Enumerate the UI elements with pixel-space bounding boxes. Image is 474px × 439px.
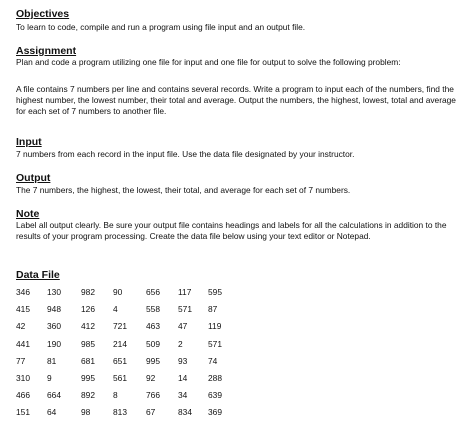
table-cell: 463: [146, 321, 160, 332]
table-cell: 995: [81, 372, 95, 383]
table-cell: 571: [178, 304, 192, 315]
table-row: [16, 321, 238, 338]
table-cell: 151: [16, 407, 30, 418]
table-cell: 74: [208, 355, 218, 366]
table-cell: 664: [47, 390, 61, 401]
assignment-heading: Assignment: [16, 45, 77, 57]
table-cell: 892: [81, 390, 95, 401]
input-text: 7 numbers from each record in the input file. Use the data file designated by your instructor.: [16, 149, 355, 159]
table-row: [16, 390, 238, 407]
table-row: [16, 287, 238, 304]
data-file-heading: Data File: [16, 269, 60, 281]
table-cell: 982: [81, 287, 95, 297]
table-cell: 721: [113, 321, 127, 332]
table-row: [16, 373, 238, 390]
table-cell: 77: [16, 355, 26, 366]
table-cell: 2: [178, 338, 183, 349]
table-cell: 64: [47, 407, 57, 418]
table-cell: 92: [146, 372, 156, 383]
assignment-text: Plan and code a program utilizing one file for input and one file for output to solve the following problem:: [16, 57, 401, 67]
table-cell: 995: [146, 355, 160, 366]
table-row: [16, 339, 238, 356]
table-cell: 834: [178, 407, 192, 418]
table-cell: 87: [208, 304, 218, 315]
output-heading: Output: [16, 172, 51, 184]
table-cell: 681: [81, 355, 95, 366]
table-cell: 595: [208, 287, 222, 297]
table-cell: 948: [47, 304, 61, 315]
table-cell: 8: [113, 390, 118, 401]
table-cell: 985: [81, 338, 95, 349]
table-cell: 81: [47, 355, 57, 366]
table-cell: 441: [16, 338, 30, 349]
table-cell: 651: [113, 355, 127, 366]
table-cell: 14: [178, 372, 188, 383]
table-cell: 466: [16, 390, 30, 401]
table-cell: 42: [16, 321, 26, 332]
table-row: [16, 304, 238, 321]
table-cell: 130: [47, 287, 61, 297]
note-heading: Note: [16, 208, 40, 220]
table-cell: 4: [113, 304, 118, 315]
table-cell: 639: [208, 390, 222, 401]
table-cell: 288: [208, 372, 222, 383]
table-cell: 190: [47, 338, 61, 349]
table-cell: 656: [146, 287, 160, 297]
table-cell: 412: [81, 321, 95, 332]
table-cell: 360: [47, 321, 61, 332]
objectives-heading: Objectives: [16, 8, 70, 20]
table-cell: 126: [81, 304, 95, 315]
note-text: Label all output clearly. Be sure your output file contains headings and labels for all the calculations in addition to the results of your program processing. Create the data file below using your text editor or Notepad.: [16, 220, 447, 241]
table-cell: 813: [113, 407, 127, 418]
table-cell: 34: [178, 390, 188, 401]
table-cell: 415: [16, 304, 30, 315]
table-cell: 561: [113, 372, 127, 383]
table-cell: 558: [146, 304, 160, 315]
table-cell: 766: [146, 390, 160, 401]
output-text: The 7 numbers, the highest, the lowest, their total, and average for each set of 7 numbers.: [16, 185, 351, 195]
table-cell: 93: [178, 355, 188, 366]
table-cell: 47: [178, 321, 188, 332]
table-row: [16, 356, 238, 373]
table-cell: 98: [81, 407, 91, 418]
table-cell: 310: [16, 372, 30, 383]
data-file-table: [16, 287, 238, 425]
input-heading: Input: [16, 136, 42, 148]
table-cell: 9: [47, 372, 52, 383]
table-cell: 571: [208, 338, 222, 349]
table-cell: 369: [208, 407, 222, 418]
table-cell: 67: [146, 407, 156, 418]
table-cell: 214: [113, 338, 127, 349]
table-cell: 117: [178, 287, 192, 297]
table-cell: 509: [146, 338, 160, 349]
table-cell: 346: [16, 287, 30, 297]
objectives-text: To learn to code, compile and run a program using file input and an output file.: [16, 22, 306, 32]
table-row: [16, 407, 238, 424]
table-cell: 119: [208, 321, 222, 332]
table-cell: 90: [113, 287, 123, 297]
assignment-detail: A file contains 7 numbers per line and contains several records. Write a program to input each of the numbers, find the highest number, the lowest number, their total and average. Output the numbers, the highest, lowest, total and average for each set of 7 numbers to another file.: [16, 84, 456, 116]
